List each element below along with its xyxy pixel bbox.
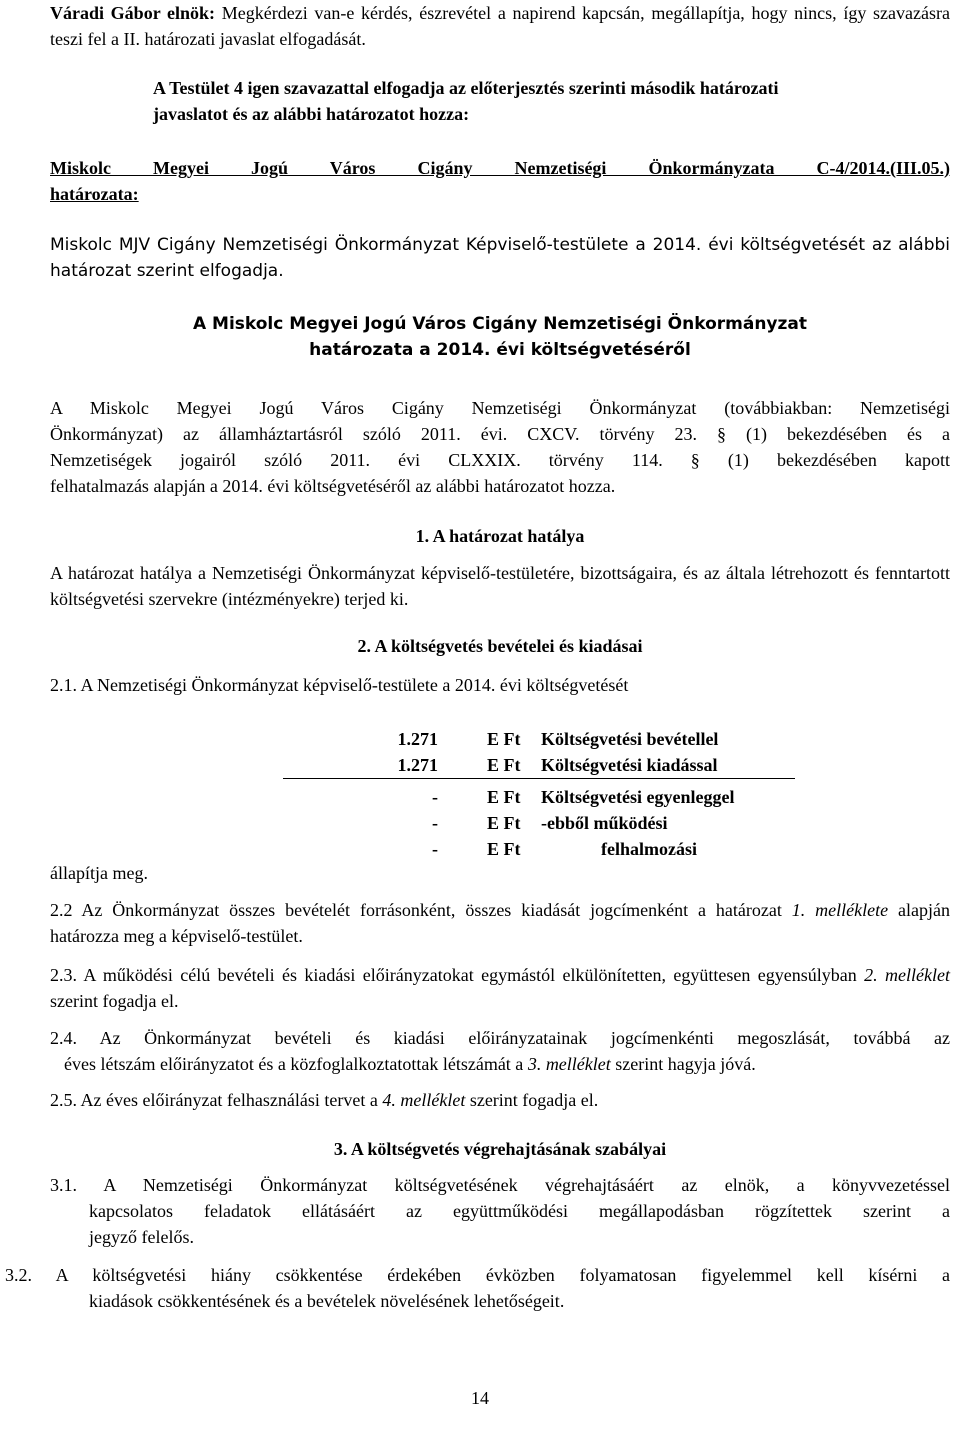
p24-text-b: szerint hagyja jóvá. — [615, 1054, 756, 1074]
budget-unit: E Ft — [487, 813, 521, 833]
p23-annex-ref: 2. melléklet — [864, 965, 951, 985]
paragraph-3-2-line1: 3.2. A költségvetési hiány csökkentése érdekében évközben folyamatosan figyelemmel kell kísérni a — [5, 1265, 950, 1285]
budget-label: Költségvetési bevétellel — [541, 729, 719, 749]
budget-unit: E Ft — [487, 755, 521, 775]
budget-amount: 1.271 — [397, 729, 438, 749]
preamble-line3: Nemzetiségek jogairól szóló 2011. évi CLXXIX. törvény 114. § (1) bekezdésében kapott — [50, 450, 950, 470]
preamble-line2: Önkormányzat) az államháztartásról szóló 2011. évi. CXCV. törvény 23. § (1) bekezdésében és a — [50, 424, 950, 444]
budget-table — [283, 729, 795, 865]
section1-title: 1. A határozat hatálya — [415, 526, 585, 546]
paragraph-2-4-line2 — [64, 1051, 950, 1077]
p25-annex-ref: 4. melléklet — [382, 1090, 466, 1110]
paragraph-2-2 — [50, 897, 950, 949]
budget-label: felhalmozási — [601, 839, 697, 859]
budget-label: -ebből működési — [541, 813, 668, 833]
section2-title: 2. A költségvetés bevételei és kiadásai — [357, 636, 643, 656]
paragraph-3-1-line2: kapcsolatos feladatok ellátásáért az együttműködési megállapodásban rögzítettek szerint a — [89, 1201, 950, 1221]
paragraph-3-1-line3: jegyző felelős. — [89, 1227, 194, 1247]
paragraph-2-5 — [50, 1087, 950, 1113]
budget-row — [283, 813, 795, 839]
p25-text-b: szerint fogadja el. — [469, 1090, 599, 1110]
paragraph-2-3 — [50, 962, 950, 1014]
section3-title: 3. A költségvetés végrehajtásának szabályai — [333, 1139, 667, 1159]
budget-amount: - — [432, 839, 438, 859]
budget-unit: E Ft — [487, 729, 521, 749]
budget-amount: - — [432, 787, 438, 807]
paragraph-3-2-line2: kiadások csökkentésének és a bevételek növelésének lehetőségeit. — [89, 1291, 565, 1311]
p22-text-a: 2.2 Az Önkormányzat összes bevételét forrásonként, összes kiadását jogcímenként a határozat — [50, 900, 782, 920]
budget-unit: E Ft — [487, 787, 521, 807]
approval-paragraph: Miskolc MJV Cigány Nemzetiségi Önkormányzat Képviselő-testülete a 2014. évi költségvetését az alábbi határozat szerint elfogadja. — [50, 235, 950, 281]
decree-title-line1: A Miskolc Megyei Jogú Város Cigány Nemzetiségi Önkormányzat — [192, 314, 808, 334]
intro-text: Megkérdezi van-e kérdés, észrevétel a napirend kapcsán, megállapítja, hogy nincs, így szavazásra teszi fel a II. határozati javaslat elfogadását. — [50, 3, 950, 49]
p22-text-b: alapján határozza meg a képviselő-testület. — [50, 900, 951, 946]
resolution-title-line2: határozata: — [50, 184, 139, 204]
budget-amount: 1.271 — [397, 755, 438, 775]
intro-paragraph — [50, 0, 950, 52]
paragraph-2-4-line1: 2.4. Az Önkormányzat bevételi és kiadási előirányzatainak jogcímenkénti megoszlását, továbbá az — [50, 1028, 950, 1048]
speaker-name: Váradi Gábor elnök: — [50, 3, 216, 23]
budget-label: Költségvetési kiadással — [541, 755, 718, 775]
resolution-title-line1: Miskolc Megyei Jogú Város Cigány Nemzetiségi Önkormányzata C-4/2014.(III.05.) — [50, 158, 950, 178]
page-number: 14 — [471, 1388, 489, 1408]
decree-title-line2: határozata a 2014. évi költségvetéséről — [309, 340, 691, 360]
paragraph-2-1: 2.1. A Nemzetiségi Önkormányzat képviselő-testülete a 2014. évi költségvetését — [50, 675, 629, 695]
vote-result: A Testület 4 igen szavazattal elfogadja az előterjesztés szerinti második határozati javaslatot és az alábbi határozatot hozza: — [153, 78, 779, 124]
preamble-line4: felhatalmazás alapján a 2014. évi költségvetéséről az alábbi határozatot hozza. — [50, 476, 616, 496]
budget-row — [283, 729, 795, 755]
p24-annex-ref: 3. melléklet — [527, 1054, 611, 1074]
p22-annex-ref: 1. melléklete — [791, 900, 889, 920]
establishes-text: állapítja meg. — [50, 863, 148, 883]
budget-amount: - — [432, 813, 438, 833]
p25-text-a: 2.5. Az éves előirányzat felhasználási tervet a — [50, 1090, 378, 1110]
budget-divider — [283, 778, 795, 779]
budget-label: Költségvetési egyenleggel — [541, 787, 735, 807]
budget-unit: E Ft — [487, 839, 521, 859]
p24-text-a: éves létszám előirányzatot és a közfoglalkoztatottak létszámát a — [64, 1054, 524, 1074]
p23-text-b: szerint fogadja el. — [50, 991, 179, 1011]
p23-text-a: 2.3. A működési célú bevételi és kiadási előirányzatokat egymástól elkülönítetten, együttesen egyensúlyban — [50, 965, 857, 985]
paragraph-3-1-line1: 3.1. A Nemzetiségi Önkormányzat költségvetésének végrehajtásáért az elnök, a könyvvezetéssel — [50, 1175, 950, 1195]
section1-text: A határozat hatálya a Nemzetiségi Önkormányzat képviselő-testületére, bizottságaira, és az általa létrehozott és fenntartott költségvetési szervekre (intézményekre) terjed ki. — [50, 563, 950, 609]
budget-row — [283, 787, 795, 813]
preamble-line1: A Miskolc Megyei Jogú Város Cigány Nemzetiségi Önkormányzat (továbbiakban: Nemzetiségi — [50, 398, 950, 418]
